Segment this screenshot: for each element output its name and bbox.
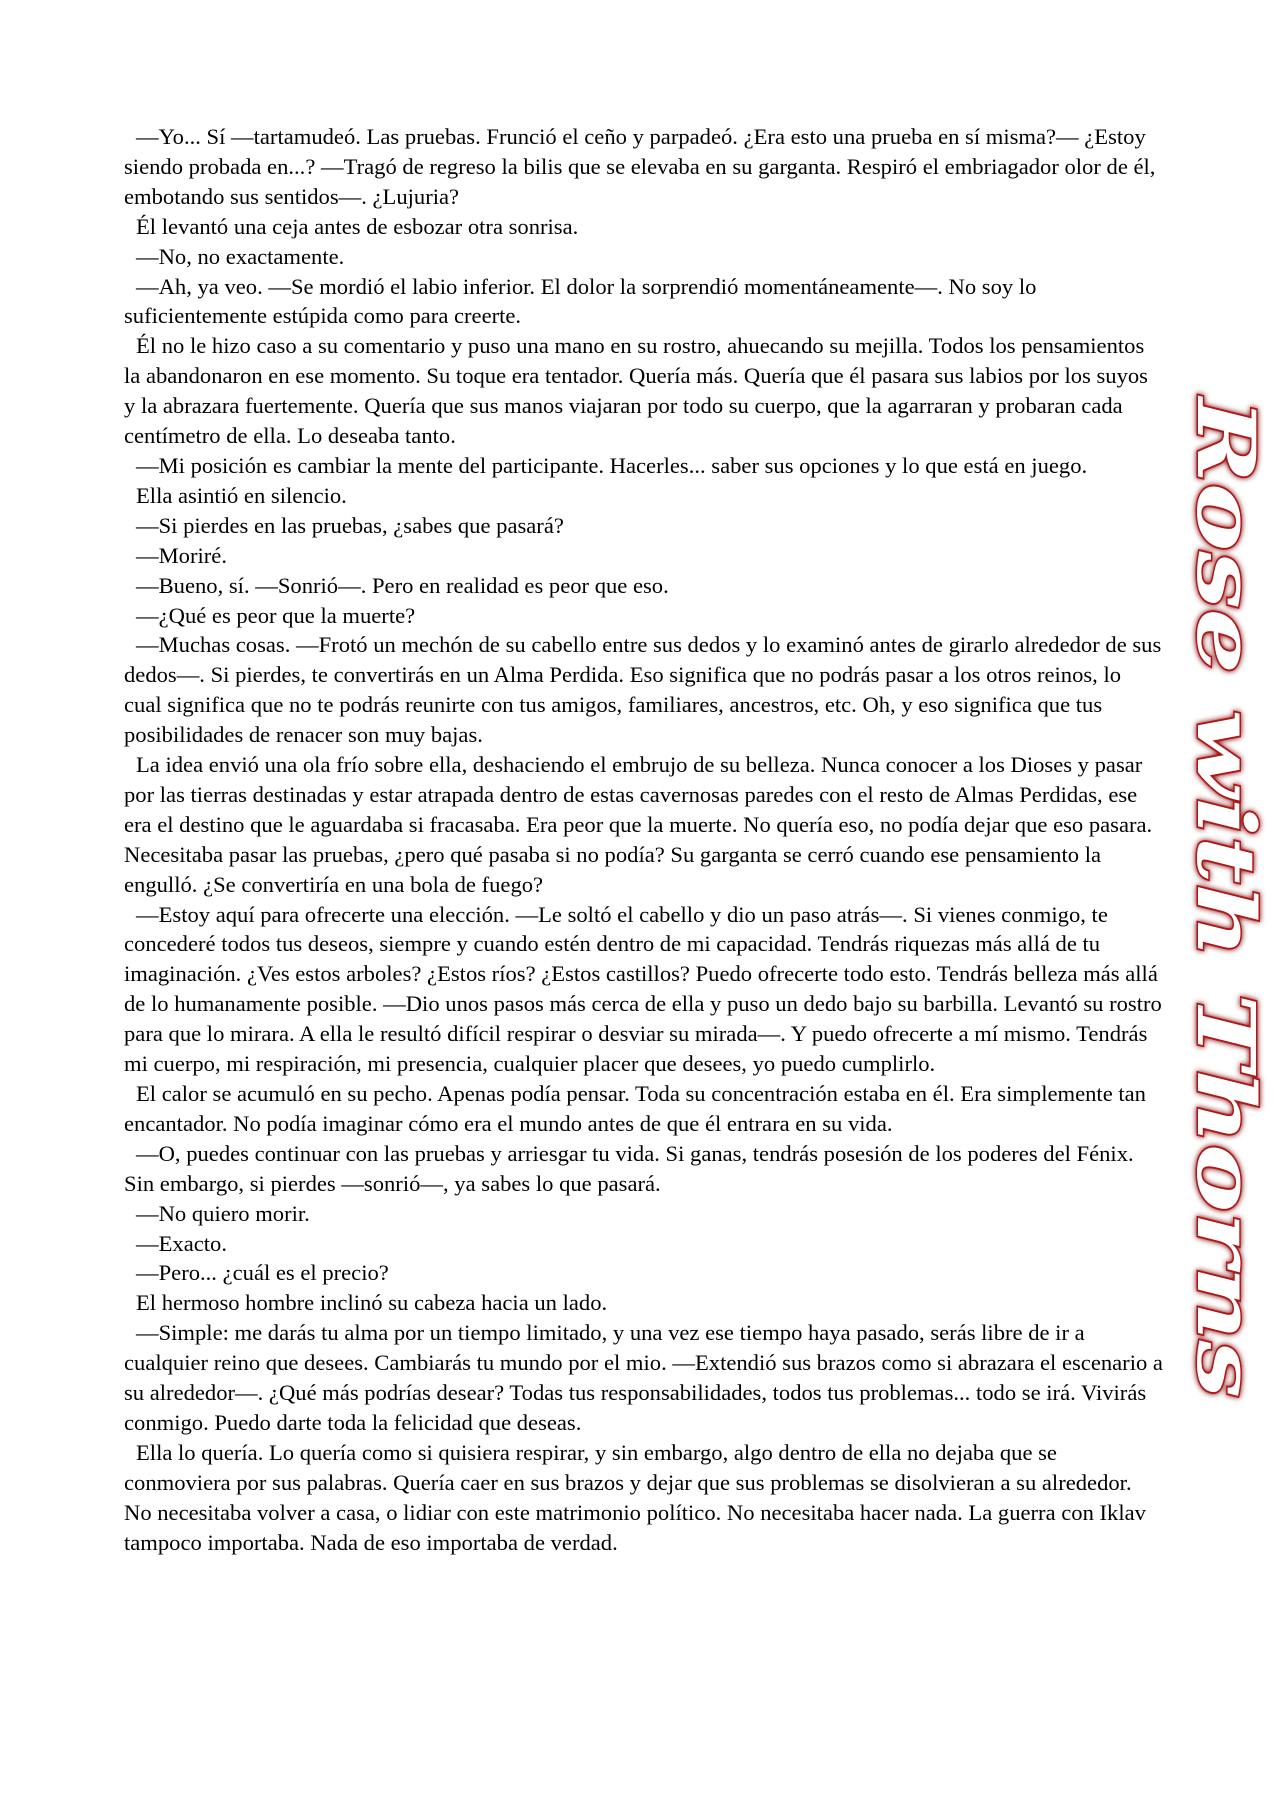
paragraph: —Simple: me darás tu alma por un tiempo limitado, y una vez ese tiempo haya pasado, serás libre de ir a cualquier reino que desees. Cambiarás tu mundo por el mio. —Extendió sus brazos como si abrazara el escenario a su alrededor—. ¿Qué más podrías desear? Todas tus responsabilidades, todos tus problemas... todo se irá. Vivirás conmigo. Puedo darte toda la felicidad que deseas. xyxy=(124,1320,1163,1435)
watermark-logo xyxy=(1172,398,1273,1398)
paragraph: Ella lo quería. Lo quería como si quisiera respirar, y sin embargo, algo dentro de ella no dejaba que se conmoviera por sus palabras. Quería caer en sus brazos y dejar que sus problemas se disolvieran a su alrededor. No necesitaba volver a casa, o lidiar con este matrimonio político. No necesitaba hacer nada. La guerra con Iklav tampoco importaba. Nada de eso importaba de verdad. xyxy=(124,1439,1146,1555)
watermark-text: Rose with Thorns xyxy=(1179,398,1273,1181)
paragraph: —Yo... Sí —tartamudeó. Las pruebas. Frunció el ceño y parpadeó. ¿Era esto una prueba en sí misma?— ¿Estoy siendo probada en...? —Tragó de regreso la bilis que se elevaba en su garganta. Respiró el embriagador olor de él, embotando sus sentidos—. ¿Lujuria? xyxy=(124,124,1156,209)
paragraph: —Moriré. xyxy=(136,542,227,568)
paragraph: —No quiero morir. xyxy=(136,1200,310,1226)
paragraph: —Bueno, sí. —Sonrió—. Pero en realidad es peor que eso. xyxy=(136,572,669,598)
paragraph: —Muchas cosas. —Frotó un mechón de su cabello entre sus dedos y lo examinó antes de girarlo alrededor de sus dedos—. Si pierdes, te convertirás en un Alma Perdida. Eso significa que no podrás pasar a los otros reinos, lo cual significa que no te podrás reunirte con tus amigos, familiares, ancestros, etc. Oh, y eso significa que tus posibilidades de renacer son muy bajas. xyxy=(124,632,1162,748)
paragraph: —Mi posición es cambiar la mente del participante. Hacerles... saber sus opciones y lo que está en juego. xyxy=(136,452,1088,478)
paragraph: —O, puedes continuar con las pruebas y arriesgar tu vida. Si ganas, tendrás posesión de los poderes del Fénix. Sin embargo, si pierdes —sonrió—, ya sabes lo que pasará. xyxy=(124,1140,1134,1196)
paragraph: —Estoy aquí para ofrecerte una elección. —Le soltó el cabello y dio un paso atrás—. Si vienes conmigo, te concederé todos tus deseos, siempre y cuando estén dentro de mi capacidad. Tendrás riquezas más allá de tu imaginación. ¿Ves estos arboles? ¿Estos ríos? ¿Estos castillos? Puedo ofrecerte todo esto. Tendrás belleza más allá de lo humanamente posible. —Dio unos pasos más cerca de ella y puso un dedo bajo su barbilla. Levantó su rostro para que lo mirara. A ella le resultó difícil respirar o desviar su mirada—. Y puedo ofrecerte a mí mismo. Tendrás mi cuerpo, mi respiración, mi presencia, cualquier placer que desees, yo puedo cumplirlo. xyxy=(124,901,1162,1077)
paragraph: —¿Qué es peor que la muerte? xyxy=(136,602,416,628)
watermark-svg xyxy=(1172,398,1273,1398)
paragraph: Ella asintió en silencio. xyxy=(136,482,347,508)
paragraph: Él levantó una ceja antes de esbozar otra sonrisa. xyxy=(136,213,579,239)
paragraph: —Ah, ya veo. —Se mordió el labio inferior. El dolor la sorprendió momentáneamente—. No soy lo suficientemente estúpida como para creerte. xyxy=(124,273,1037,329)
paragraph: —Pero... ¿cuál es el precio? xyxy=(136,1260,389,1286)
paragraph: —Si pierdes en las pruebas, ¿sabes que pasará? xyxy=(136,512,564,538)
paragraph: El calor se acumuló en su pecho. Apenas podía pensar. Toda su concentración estaba en él. Era simplemente tan encantador. No podía imaginar cómo era el mundo antes de que él entrara en su vida. xyxy=(124,1081,1146,1136)
paragraph: El hermoso hombre inclinó su cabeza hacia un lado. xyxy=(136,1290,608,1316)
paragraph: Él no le hizo caso a su comentario y puso una mano en su rostro, ahuecando su mejilla. Todos los pensamientos la abandonaron en ese momento. Su toque era tentador. Quería más. Quería que él pasara sus labios por los suyos y la abrazara fuertemente. Quería que sus manos viajaran por todo su cuerpo, que la agarraran y probaran cada centímetro de ella. Lo deseaba tanto. xyxy=(124,333,1148,449)
paragraph: —Exacto. xyxy=(136,1230,227,1256)
paragraph: La idea envió una ola frío sobre ella, deshaciendo el embrujo de su belleza. Nunca conocer a los Dioses y pasar por las tierras destinadas y estar atrapada dentro de estas cavernosas paredes con el resto de Almas Perdidas, ese era el destino que le aguardaba si fracasaba. Era peor que la muerte. No quería eso, no podía dejar que eso pasara. Necesitaba pasar las pruebas, ¿pero qué pasaba si no podía? Su garganta se cerró cuando ese pensamiento la engulló. ¿Se convertiría en una bola de fuego? xyxy=(124,752,1153,897)
document-body xyxy=(124,122,1164,1558)
paragraph: —No, no exactamente. xyxy=(136,243,345,269)
